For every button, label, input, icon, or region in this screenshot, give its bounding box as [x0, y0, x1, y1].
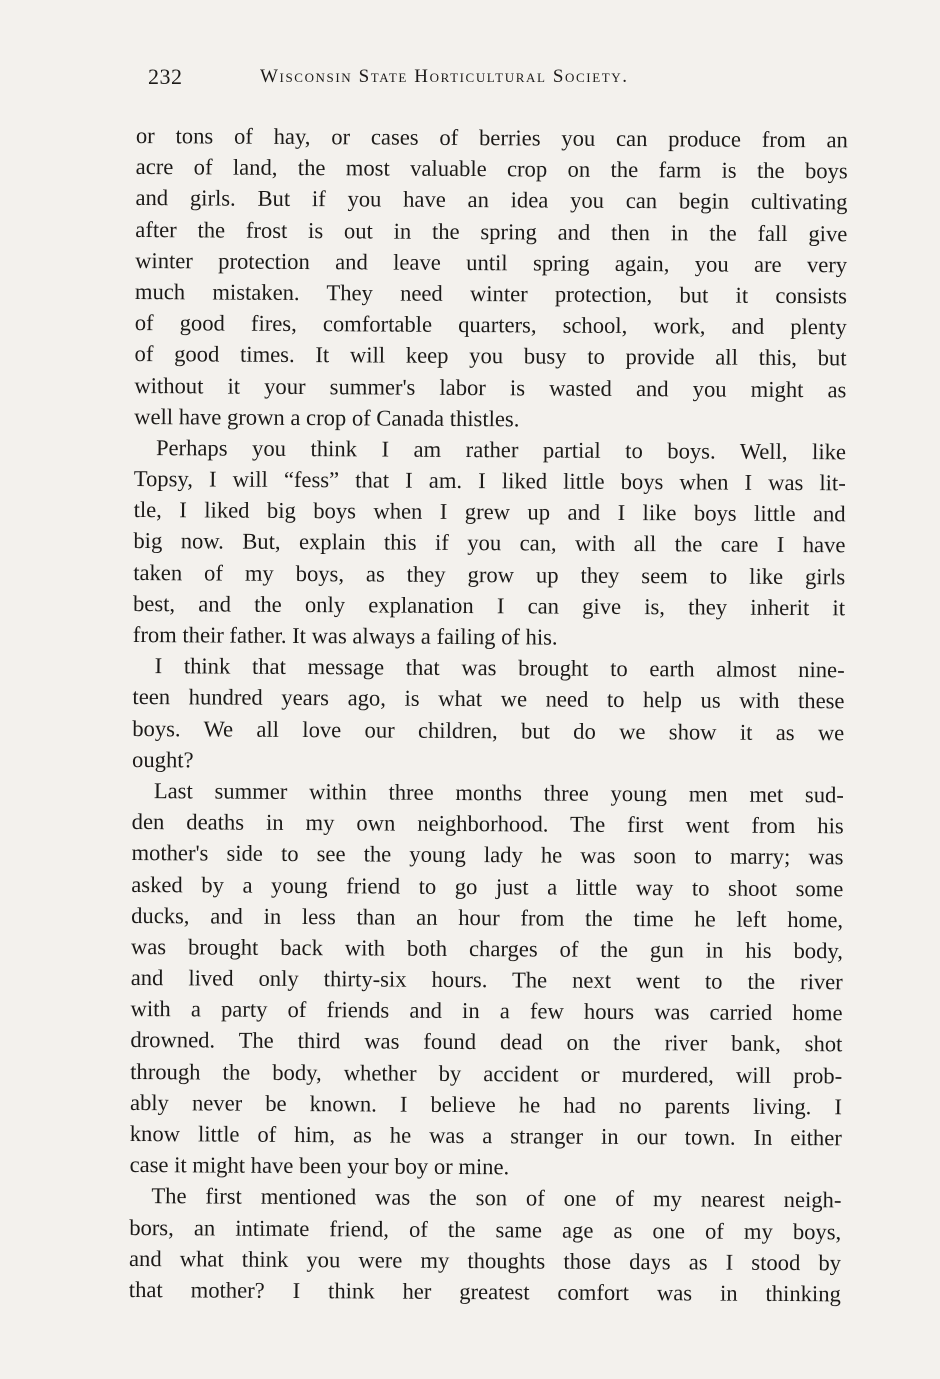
running-head: Wisconsin State Horticultural Society. [260, 66, 629, 87]
text-line: ably never be known. I believe he had no parents living. I [129, 1089, 843, 1120]
page-header [148, 64, 748, 94]
text-line: The first mentioned was the son of one of my nearest neigh- [151, 1183, 842, 1213]
text-line: of good times. It will keep you busy to provide all this, but [134, 341, 847, 371]
text-line: much mistaken. They need winter protection, but it consists [134, 278, 848, 309]
text-line: or tons of hay, or cases of berries you can produce from an [135, 122, 848, 153]
text-line: teen hundred years ago, is what we need to help us with these [132, 684, 845, 714]
text-line: best, and the only explanation I can give is, they inherit it [132, 590, 846, 621]
paragraph [129, 1180, 842, 1309]
text-line: and what think you were my thoughts those days as I stood by [128, 1245, 842, 1276]
text-line: ducks, and in less than an hour from the time he left home, [131, 902, 844, 933]
text-line: with a party of friends and in a few hours was carried home [130, 996, 843, 1026]
text-line: tle, I liked big boys when I grew up and I like boys little and [133, 497, 846, 527]
text-line: and girls. But if you have an idea you can begin cultivating [135, 185, 848, 215]
text-line: Perhaps you think I am rather partial to boys. Well, like [155, 435, 847, 465]
text-line: den deaths in my own neighborhood. The first went from his [131, 809, 844, 839]
text-line: I think that message that was brought to earth almost nine- [154, 653, 845, 683]
text-line: mother's side to see the young lady he was soon to marry; was [131, 840, 844, 870]
text-line: well have grown a crop of Canada thistles. [134, 403, 520, 432]
paragraph [130, 775, 844, 1185]
text-line: Last summer within three months three young men met sud- [153, 778, 844, 808]
text-line: asked by a young friend to go just a little way to shoot some [131, 871, 844, 901]
text-line: through the body, whether by accident or murdered, will prob- [130, 1058, 843, 1088]
text-line: taken of my boys, as they grow up they seem to like girls [133, 559, 846, 589]
text-line: was brought back with both charges of the gun in his body, [130, 933, 844, 964]
body-text [129, 120, 848, 1309]
text-line: acre of land, the most valuable crop on the farm is the boys [135, 154, 848, 184]
text-line: from their father. It was always a failing of his. [132, 621, 558, 650]
text-line: big now. But, explain this if you can, with all the care I have [133, 528, 846, 558]
text-line: know little of him, as he was a stranger in our town. In either [129, 1120, 842, 1151]
paragraph [134, 120, 848, 436]
text-line: drowned. The third was found dead on the river bank, shot [130, 1027, 843, 1057]
text-line: Topsy, I will “fess” that I am. I liked little boys when I was lit- [133, 466, 846, 496]
text-line: without it your summer's labor is wasted and you might as [134, 372, 847, 402]
text-line: of good fires, comfortable quarters, school, work, and plenty [134, 310, 847, 340]
text-line: and lived only thirty-six hours. The next went to the river [130, 965, 843, 995]
text-line: bors, an intimate friend, of the same age as one of my boys, [129, 1214, 842, 1244]
text-line: case it might have been your boy or mine. [129, 1152, 510, 1180]
text-line: boys. We all love our children, but do we show it as we [132, 715, 845, 745]
text-line: after the frost is out in the spring and then in the fall give [135, 216, 848, 246]
page-number: 232 [148, 64, 183, 89]
text-line: that mother? I think her greatest comfort was in thinking [128, 1276, 841, 1307]
text-line: winter protection and leave until spring again, you are very [135, 247, 848, 278]
paragraph [133, 432, 846, 655]
text-line: ought? [132, 746, 194, 773]
paragraph [132, 650, 845, 779]
